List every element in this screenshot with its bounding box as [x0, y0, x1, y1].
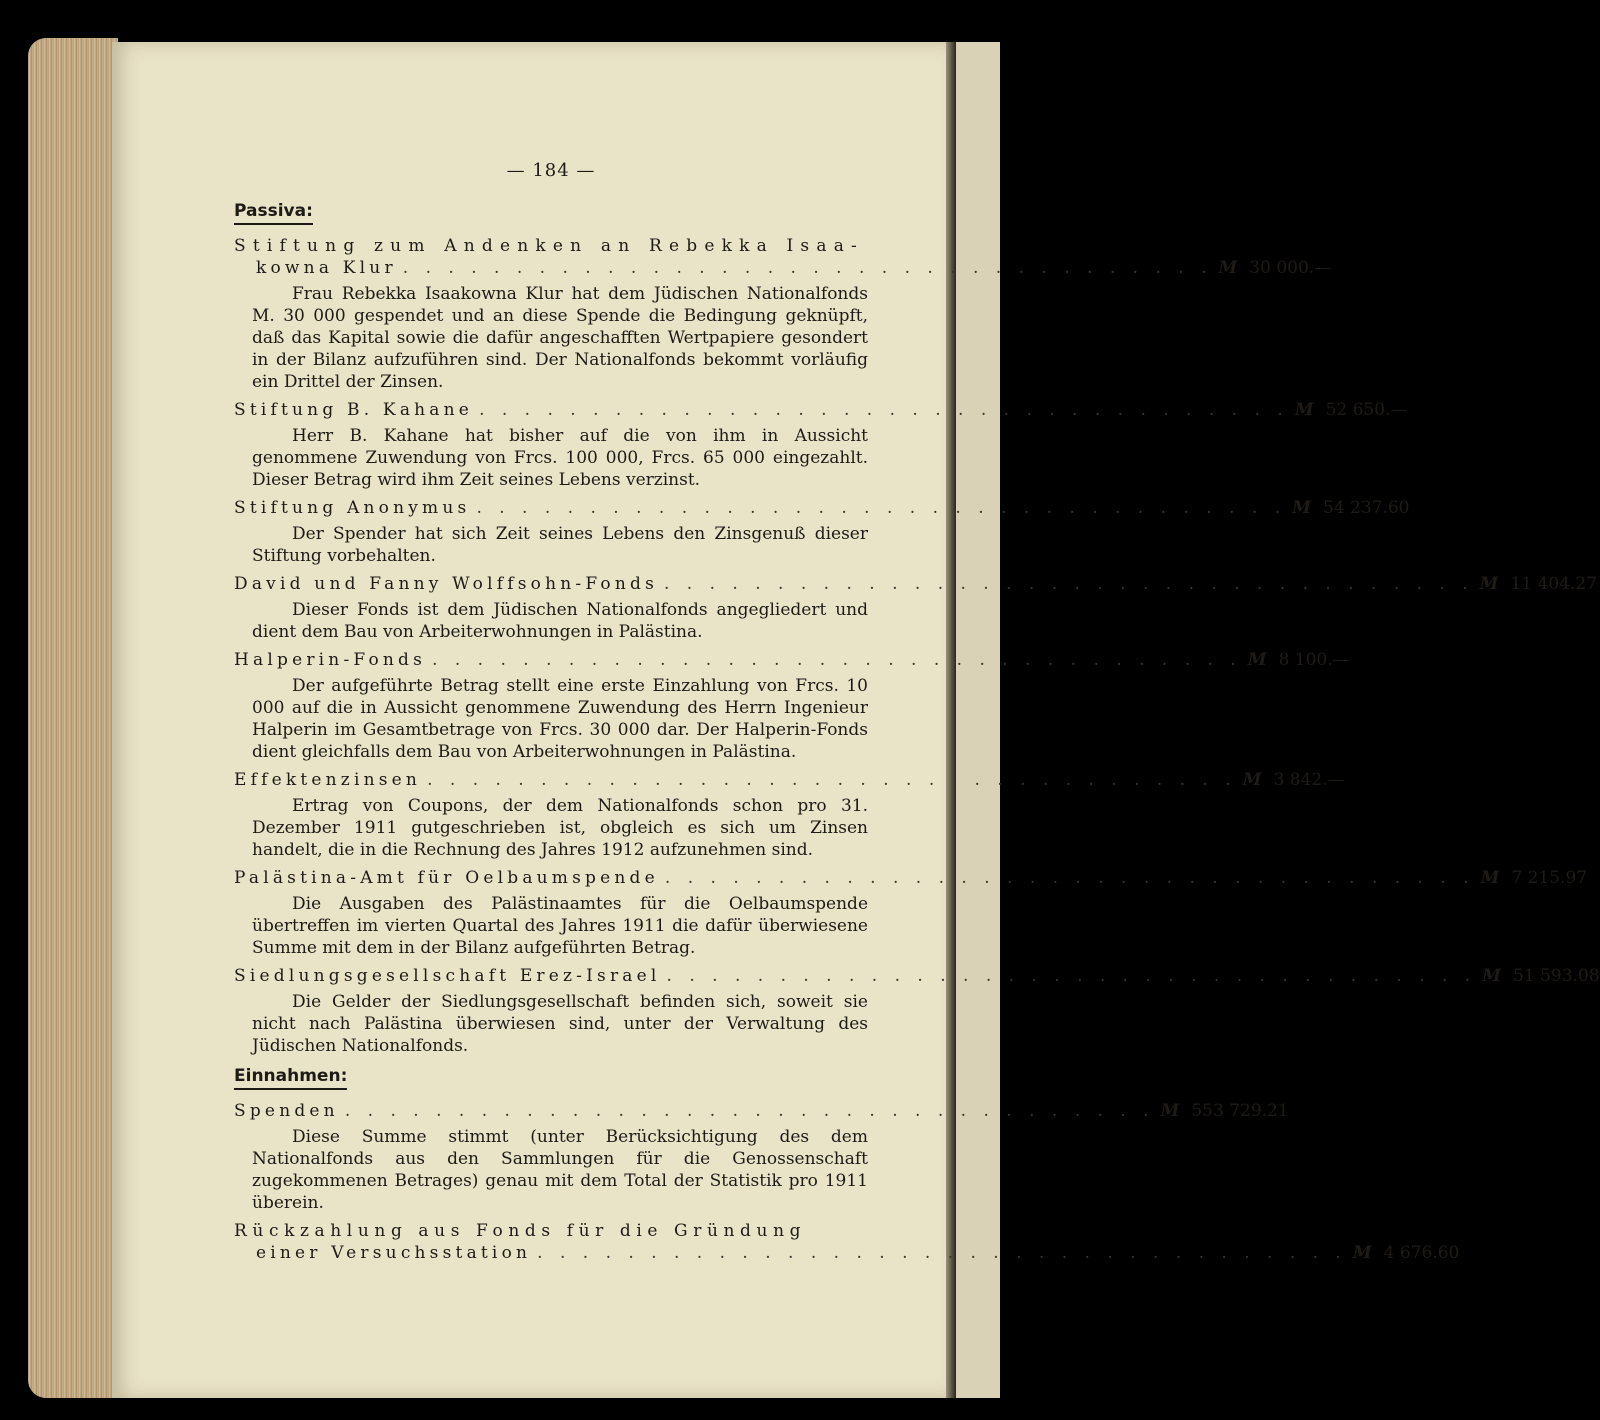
entry-description: Frau Rebekka Isaakowna Klur hat dem Jüdischen Nationalfonds M. 30 000 gespendet und an diese Spende die Bedingung geknüpft, daß das Kapital sowie die dafür angeschafften Wertpapiere gesondert in der Bilanz aufzuführen sind. Der Nationalfonds bekommt vorläufig ein Drittel der Zinsen. [252, 284, 868, 392]
mark-currency-symbol: M [1482, 966, 1502, 986]
ledger-entry [234, 573, 1598, 643]
ledger-entry [234, 867, 1588, 959]
mark-currency-symbol: M [1479, 574, 1499, 594]
entry-title: Spenden [234, 1101, 339, 1121]
section-heading-passiva: Passiva: [234, 200, 313, 225]
entry-description: Dieser Fonds ist dem Jüdischen Nationalfonds angegliedert und dient dem Bau von Arbeiterwohnungen in Palästina. [252, 600, 868, 642]
entry-title: Stiftung Anonymus [234, 498, 471, 518]
entry-row [234, 769, 1345, 791]
ledger-entry [234, 399, 1408, 491]
entry-amount: 553 729.21 [1191, 1101, 1289, 1121]
entry-amount: 4 676.60 [1383, 1243, 1460, 1263]
entry-row [234, 649, 1350, 671]
entry-row [234, 573, 1598, 595]
leader-dots: . . . . . . . . . . . . . . . . . . . . . . . . . . . . . . . . . . . . [664, 868, 1475, 888]
entry-title: Halperin-Fonds [234, 650, 427, 670]
ledger-entry [234, 1100, 1289, 1214]
leader-dots: . . . . . . . . . . . . . . . . . . . . . . . . . . . . . . . . . . . . [427, 770, 1237, 790]
page-number: — 184 — [506, 160, 596, 181]
entry-title: einer Versuchsstation [256, 1243, 532, 1263]
leader-dots: . . . . . . . . . . . . . . . . . . . . . . . . . . . . . . . . . . . . [432, 650, 1242, 670]
leader-dots: . . . . . . . . . . . . . . . . . . . . . . . . . . . . . . . . . . . . [666, 966, 1477, 986]
entry-title: Effektenzinsen [234, 770, 422, 790]
entry-description: Der Spender hat sich Zeit seines Lebens den Zinsgenuß dieser Stiftung vorbehalten. [252, 524, 868, 566]
entry-amount: 11 404.27 [1510, 574, 1598, 594]
mark-currency-symbol: M [1352, 1243, 1372, 1263]
entry-row [234, 257, 1332, 279]
leader-dots: . . . . . . . . . . . . . . . . . . . . . . . . . . . . . . . . . . . . [537, 1243, 1347, 1263]
leader-dots: . . . . . . . . . . . . . . . . . . . . . . . . . . . . . . . . . . . . [664, 574, 1474, 594]
entry-description: Ertrag von Coupons, der dem Nationalfonds schon pro 31. Dezember 1911 gutgeschrieben ist, obgleich es sich um Zinsen handelt, die in die Rechnung des Jahres 1912 aufzunehmen sind. [252, 796, 868, 860]
entry-description: Die Gelder der Siedlungsgesellschaft befinden sich, soweit sie nicht nach Palästina überwiesen sind, unter der Verwaltung des Jüdischen Nationalfonds. [252, 992, 868, 1056]
book-page-edges [28, 38, 118, 1398]
mark-currency-symbol: M [1480, 868, 1500, 888]
entry-row [234, 1242, 1460, 1264]
leader-dots: . . . . . . . . . . . . . . . . . . . . . . . . . . . . . . . . . . . . [344, 1101, 1155, 1121]
entry-title: kowna Klur [256, 258, 397, 278]
ledger-entry [234, 769, 1345, 861]
leader-dots: . . . . . . . . . . . . . . . . . . . . . . . . . . . . . . . . . . . . [479, 400, 1289, 420]
entry-row [234, 399, 1408, 421]
mark-currency-symbol: M [1242, 770, 1262, 790]
mark-currency-symbol: M [1247, 650, 1267, 670]
entry-description: Die Ausgaben des Palästinaamtes für die Oelbaumspende übertreffen im vierten Quartal des Jahres 1911 die dafür überwiesene Summe mit dem in der Bilanz aufgeführten Betrag. [252, 894, 868, 958]
entry-amount: 30 000.— [1249, 258, 1332, 278]
entry-amount: 3 842.— [1273, 770, 1345, 790]
entry-title: Siedlungsgesellschaft Erez-Israel [234, 966, 661, 986]
entry-row [234, 867, 1588, 889]
entry-description: Der aufgeführte Betrag stellt eine erste Einzahlung von Frcs. 10 000 auf die in Aussicht genommene Zuwendung des Herrn Ingenieur Halperin im Gesamtbetrage von Frcs. 30 000 dar. Der Halperin-Fonds dient gleichfalls dem Bau von Arbeiterwohnungen in Palästina. [252, 676, 868, 762]
entry-description: Diese Summe stimmt (unter Berücksichtigung des dem Nationalfonds aus den Sammlungen für die Genossenschaft zugekommenen Betrages) genau mit dem Total der Statistik pro 1911 überein. [252, 1127, 868, 1213]
ledger-entry [234, 649, 1350, 763]
ledger-entry [234, 965, 1600, 1057]
ledger-entry [234, 497, 1410, 567]
page-content [234, 160, 1600, 1266]
mark-currency-symbol: M [1218, 258, 1238, 278]
entry-title: David und Fanny Wolffsohn-Fonds [234, 574, 658, 594]
leader-dots: . . . . . . . . . . . . . . . . . . . . . . . . . . . . . . . . . . . . [476, 498, 1287, 518]
entry-title-line1: Rückzahlung aus Fonds für die Gründung [234, 1221, 807, 1241]
entry-row [234, 497, 1410, 519]
section-heading-einnahmen: Einnahmen: [234, 1065, 347, 1090]
ledger-entry [234, 1220, 1460, 1264]
book-gutter [946, 42, 956, 1398]
entry-row [234, 1100, 1289, 1122]
entry-title-line1: Stiftung zum Andenken an Rebekka Isaa- [234, 236, 864, 256]
entry-title: Palästina-Amt für Oelbaumspende [234, 868, 659, 888]
mark-currency-symbol: M [1292, 498, 1311, 518]
leader-dots: . . . . . . . . . . . . . . . . . . . . . . . . . . . . . . . . . . . . [402, 258, 1213, 278]
entry-description: Herr B. Kahane hat bisher auf die von ihm in Aussicht genommene Zuwendung von Frcs. 100 000, Frcs. 65 000 eingezahlt. Dieser Betrag wird ihm Zeit seines Lebens verzinst. [252, 426, 868, 490]
entry-amount: 8 100.— [1278, 650, 1350, 670]
entry-amount: 52 650.— [1325, 400, 1408, 420]
entry-amount: 51 593.08 [1513, 966, 1600, 986]
section-einnahmen [234, 1065, 1460, 1264]
entry-amount: 7 215.97 [1511, 868, 1588, 888]
mark-currency-symbol: M [1160, 1101, 1180, 1121]
entry-row [234, 965, 1600, 987]
entry-title: Stiftung B. Kahane [234, 400, 474, 420]
mark-currency-symbol: M [1294, 400, 1314, 420]
entry-amount: 54 237.60 [1322, 498, 1410, 518]
section-passiva [234, 200, 1600, 1057]
ledger-entry [234, 235, 1332, 393]
opposite-page-edge [956, 42, 1000, 1398]
